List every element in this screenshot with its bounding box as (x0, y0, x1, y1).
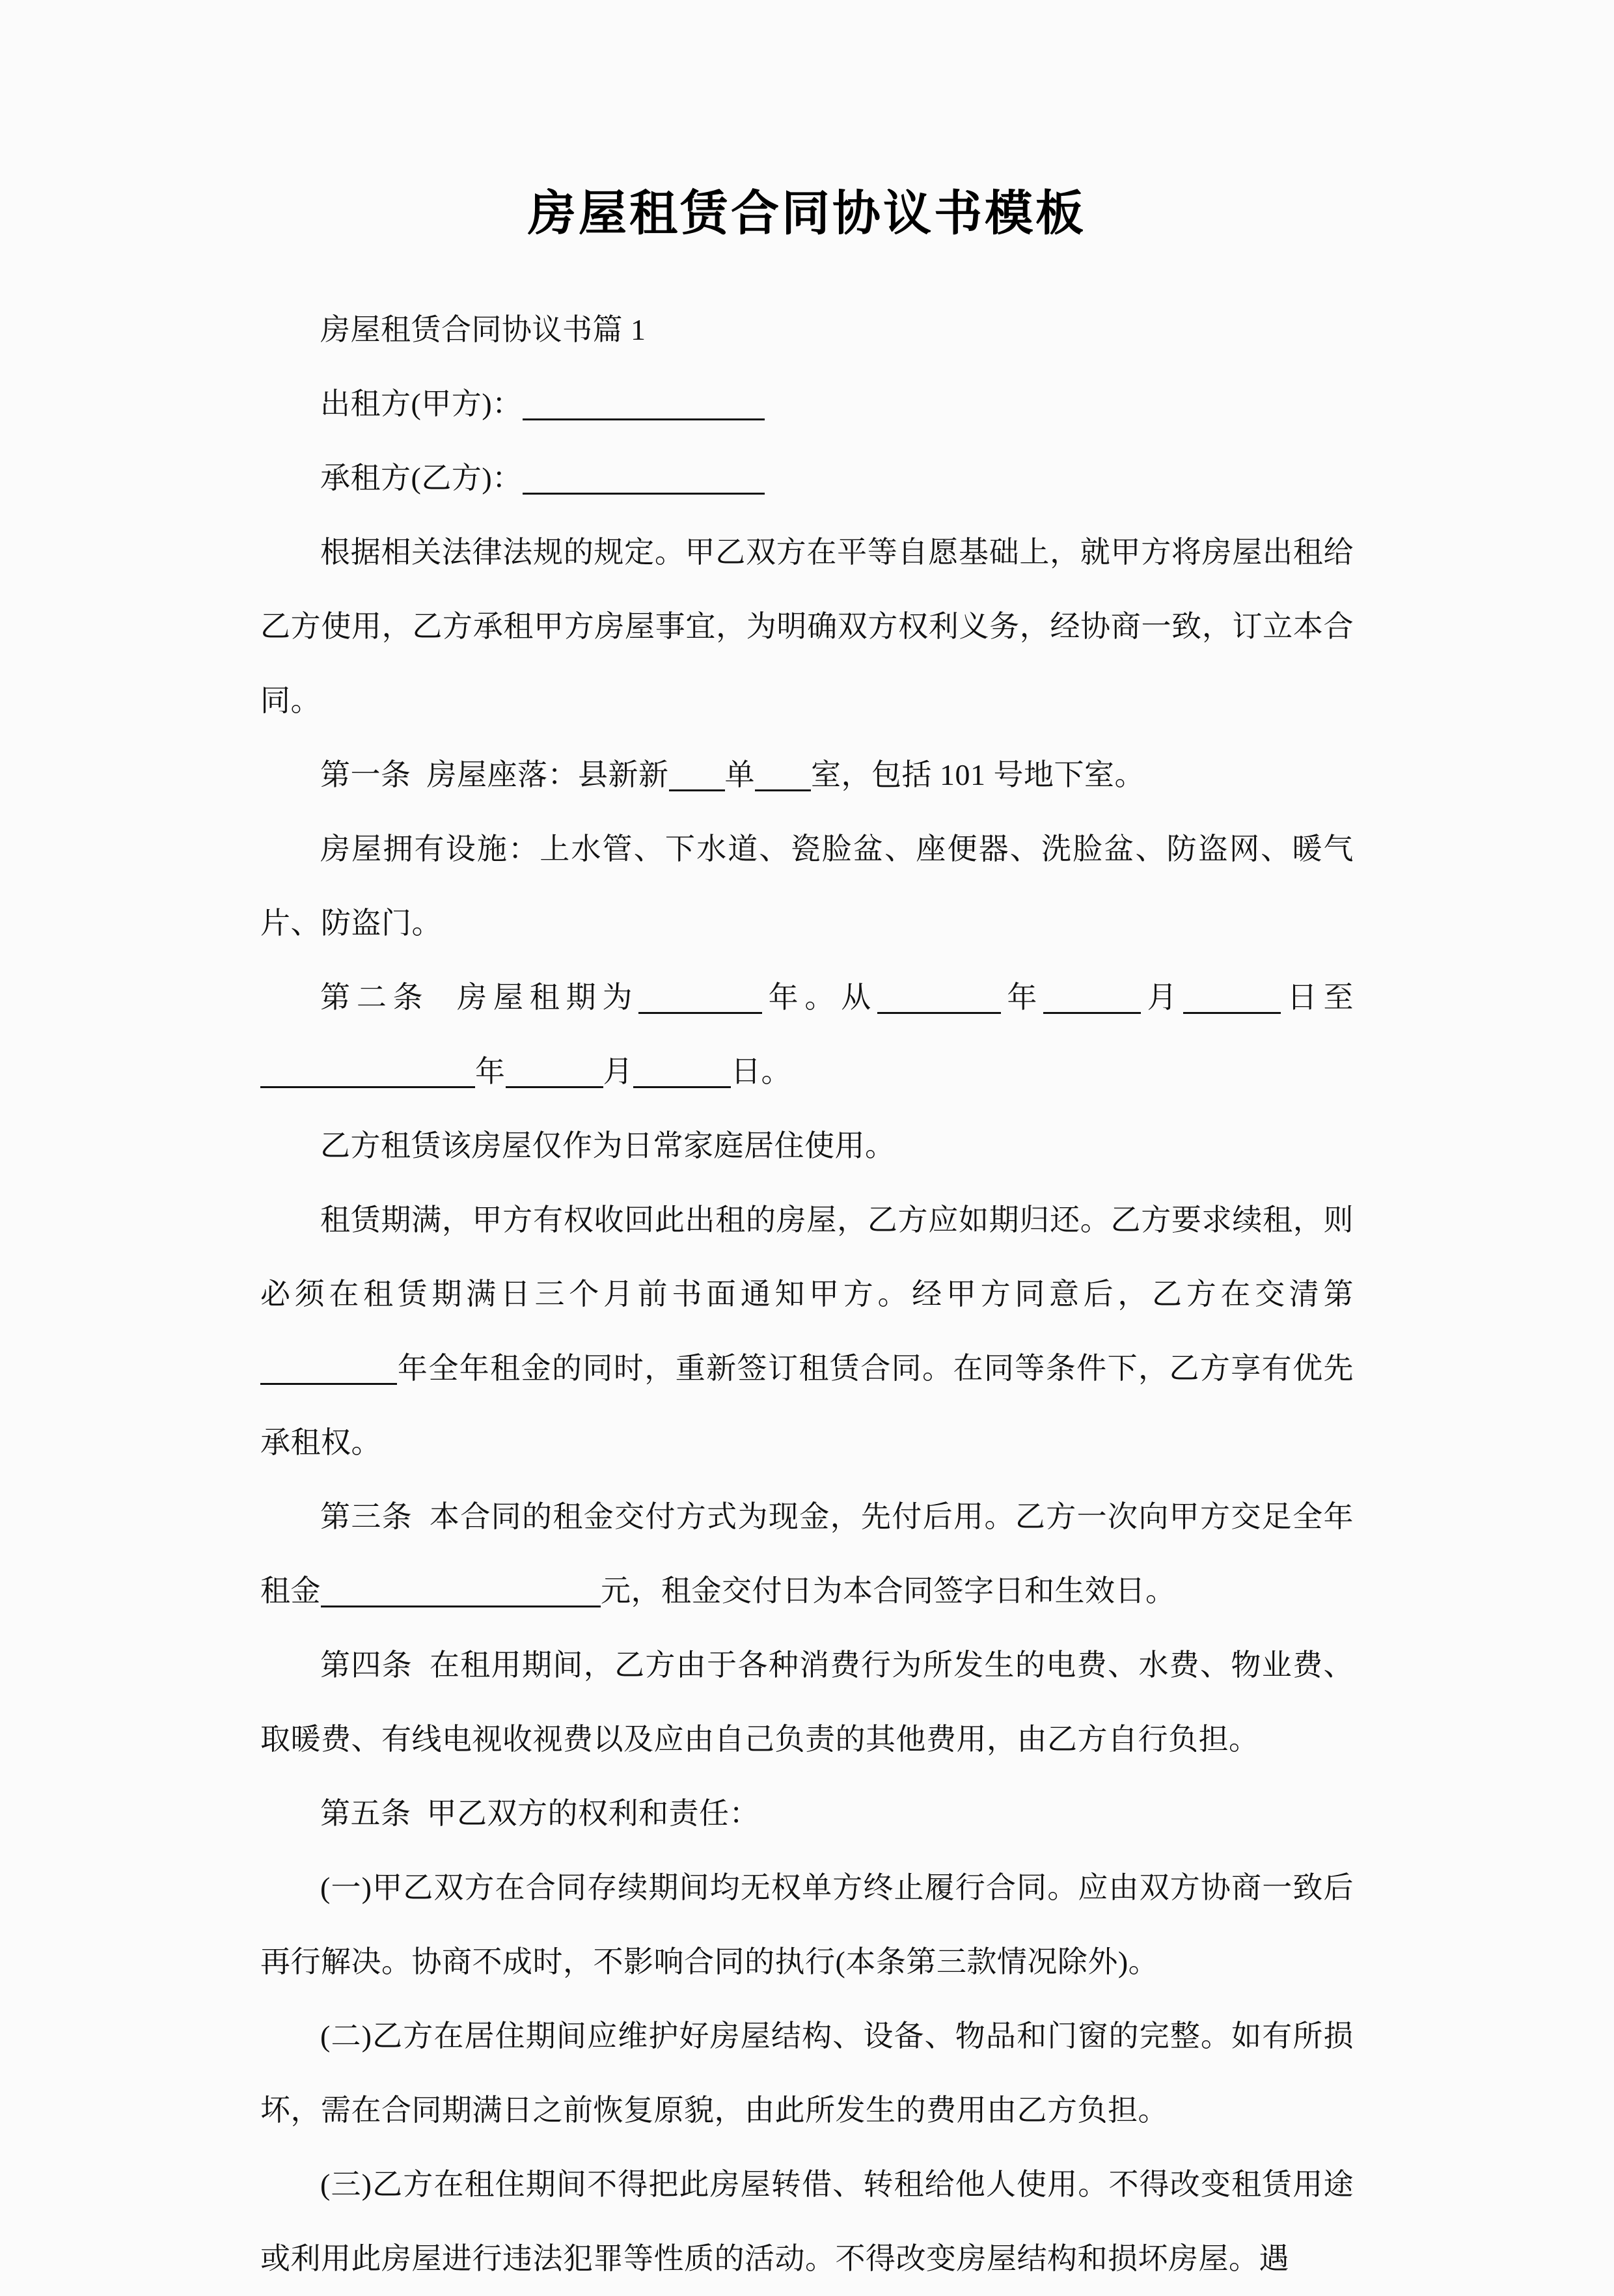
article-2-renewal (260, 1183, 1354, 1480)
start-month-blank-field[interactable] (1043, 1012, 1141, 1014)
article-5-clause-1: (一)甲乙双方在合同存续期间均无权单方终止履行合同。应由双方协商一致后再行解决。协商不成时，不影响合同的执行(本条第三款情况除外)。 (260, 1871, 1354, 1978)
article-2-term (260, 961, 1354, 1109)
article-5-title: 甲乙双方的权利和责任： (426, 1797, 759, 1830)
article-2-term-e: 日至 (1281, 981, 1354, 1014)
article-2-term-g: 月 (603, 1055, 633, 1088)
article-1-facilities: 房屋拥有设施：上水管、下水道、瓷脸盆、座便器、洗脸盆、防盗网、暖气片、防盗门。 (260, 832, 1354, 940)
article-5-clause-2: (二)乙方在居住期间应维护好房屋结构、设备、物品和门窗的完整。如有所损坏，需在合同期满日之前恢复原貌，由此所发生的费用由乙方负担。 (260, 2019, 1354, 2127)
page-title: 房屋租赁合同协议书模板 (528, 187, 1086, 241)
term-years-blank-field[interactable] (638, 1012, 762, 1014)
article-2-term-f: 年 (475, 1055, 506, 1088)
article-1-location-suffix: 室，包括 101 号地下室。 (811, 758, 1145, 791)
article-3-text-a: 本合同的租金交付方式为现金，先付后用。乙方一次向甲方交足全年租金 (260, 1500, 1354, 1607)
article-2-term-d: 月 (1141, 981, 1184, 1014)
lessor-blank-field[interactable] (523, 418, 765, 420)
article-5-clause-3: (三)乙方在租住期间不得把此房屋转借、转租给他人使用。不得改变租赁用途或利用此房屋进行违法犯罪等性质的活动。不得改变房屋结构和损坏房屋。遇 (260, 2168, 1354, 2275)
article-4-heading: 第四条 (320, 1648, 413, 1682)
end-month-blank-field[interactable] (506, 1086, 603, 1088)
start-year-blank-field[interactable] (877, 1012, 1001, 1014)
article-1-location-mid: 单 (724, 758, 755, 791)
lessee-blank-field[interactable] (523, 493, 765, 495)
annual-rent-blank-field[interactable] (321, 1606, 601, 1607)
start-day-blank-field[interactable] (1183, 1012, 1281, 1014)
article-2-term-b: 年。从 (762, 981, 878, 1014)
article-3-heading: 第三条 (320, 1500, 413, 1533)
end-day-blank-field[interactable] (633, 1086, 731, 1088)
article-1-heading: 第一条 (320, 758, 411, 791)
unit-blank-field[interactable] (669, 789, 725, 791)
article-2-term-a: 房屋租期为 (457, 981, 639, 1014)
article-2-heading: 第二条 (320, 981, 430, 1014)
article-4-expenses (260, 1628, 1354, 1777)
lessor-label: 出租方(甲方)： (320, 387, 523, 420)
article-2-term-h: 日。 (731, 1055, 791, 1088)
article-3-text-b: 元，租金交付日为本合同签字日和生效日。 (601, 1574, 1176, 1607)
article-2-renewal-a: 租赁期满，甲方有权收回此出租的房屋，乙方应如期归还。乙方要求续租，则必须在租赁期满日三个月前书面通知甲方。经甲方同意后，乙方在交清第 (260, 1203, 1354, 1311)
article-4-text: 在租用期间，乙方由于各种消费行为所发生的电费、水费、物业费、取暖费、有线电视收视费以及应由自己负责的其他费用，由乙方自行负担。 (260, 1648, 1354, 1756)
article-5-heading: 第五条 (320, 1797, 411, 1830)
article-3-payment (260, 1480, 1354, 1628)
room-blank-field[interactable] (755, 789, 811, 791)
renewal-year-blank-field[interactable] (260, 1383, 397, 1385)
preamble-paragraph: 根据相关法律法规的规定。甲乙双方在平等自愿基础上，就甲方将房屋出租给乙方使用，乙方承租甲方房屋事宜，为明确双方权利义务，经协商一致，订立本合同。 (260, 536, 1354, 717)
document-body (260, 238, 1354, 2296)
article-1-location (260, 738, 1354, 812)
end-year-blank-field[interactable] (260, 1086, 475, 1088)
article-2-renewal-b: 年全年租金的同时，重新签订租赁合同。在同等条件下，乙方享有优先承租权。 (260, 1352, 1354, 1459)
article-1-location-prefix: 房屋座落：县新新 (426, 758, 669, 791)
lessee-label: 承租方(乙方)： (320, 461, 523, 495)
article-5-title-line (260, 1777, 1354, 1851)
document-subtitle: 房屋租赁合同协议书篇 1 (320, 313, 646, 346)
article-2-term-c: 年 (1001, 981, 1044, 1014)
lessor-line (260, 367, 1354, 441)
lessee-line (260, 441, 1354, 515)
article-2-usage: 乙方租赁该房屋仅作为日常家庭居住使用。 (320, 1129, 896, 1162)
